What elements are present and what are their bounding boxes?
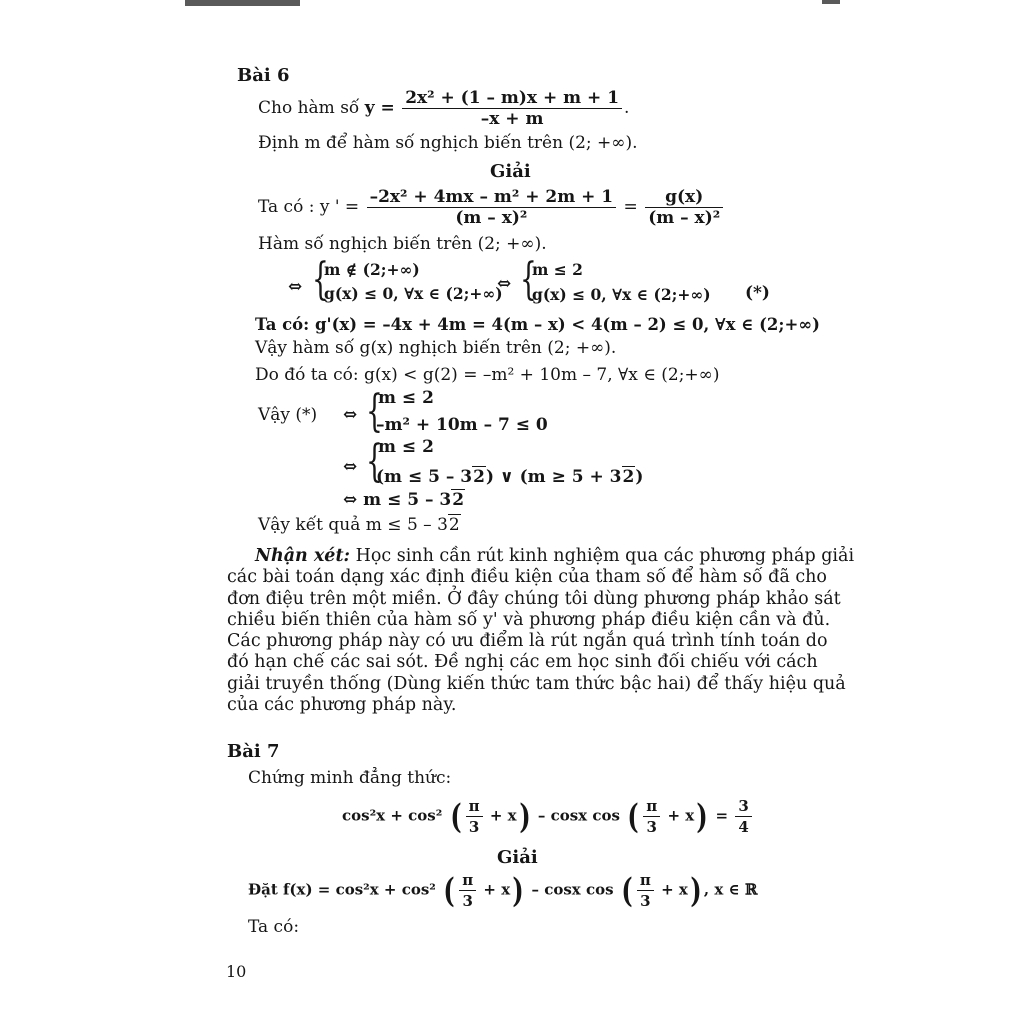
bai7-solution-title: Giải (497, 847, 538, 868)
system-3: { m ≤ 2 –m² + 10m – 7 ≤ 0 (366, 386, 548, 437)
function-fraction: $\frac{\text{2x² + (1 – m)x + m + 1}}{-x + m}$ (402, 88, 622, 129)
identity: cos²x + cos² ( $\frac{\pi}{3}$ + x) – cosx cos ( $\frac{\pi}{3}$ + x) = $\frac{3}{4}$ (342, 796, 754, 837)
scan-shadow-left (185, 0, 300, 6)
decreasing-statement: Hàm số nghịch biến trên (2; +∞). (258, 234, 547, 254)
ta-co: Ta có: (248, 917, 300, 937)
g-fraction: $\frac{g(x)}{\text{(m – x)²}}$ (645, 187, 723, 228)
gprime-line: Ta có: g'(x) = –4x + 4m = 4(m – x) < 4(m – 2) ≤ 0, ∀x ∈ (2;+∞) (255, 315, 820, 334)
equiv-symbol: ⇔ (288, 277, 303, 297)
bai6-task: Định m để hàm số nghịch biến trên (2; +∞). (258, 133, 638, 153)
bai6-title: Bài 6 (237, 65, 290, 86)
system-1: { m ∉ (2;+∞) g(x) ≤ 0, ∀x ∈ (2;+∞) (312, 254, 503, 305)
star-label: (*) (745, 283, 770, 303)
vay-star: Vậy (*) (258, 405, 318, 425)
g-decreasing: Vậy hàm số g(x) nghịch biến trên (2; +∞). (255, 338, 617, 358)
bai6-solution-title: Giải (490, 161, 531, 182)
derivative-line: Ta có : y ' = $\frac{\text{–2x² + 4mx – m² + 2m + 1}}{\text{(m – x)²}}$ = $\frac{g(x)}{\text{(m – x)²}}$ (258, 187, 725, 228)
remark-paragraph: Nhận xét: Học sinh cần rút kinh nghiệm qua các phương pháp giải các bài toán dạng xác định điều kiện của tham số để hàm số đã cho đơn điệu trên một miền. Ở đây chúng tôi dùng phương pháp khảo sát chiều biến thiên của hàm số y' và phương pháp điều kiện cần và đủ. Các phương pháp này có ưu điểm là rút ngắn quá trình tính toán do đó hạn chế các sai sót. Đề nghị các em học sinh đối chiếu với cách giải truyền thống (Dùng kiến thức tam thức bậc hai) để thấy hiệu quả của các phương pháp này. (227, 546, 855, 716)
system-4: { m ≤ 2 (m ≤ 5 – 32) ∨ (m ≥ 5 + 32) (366, 436, 644, 487)
bai7-task: Chứng minh đẳng thức: (248, 768, 452, 788)
equiv-symbol: ⇔ (343, 457, 358, 477)
dat-line: Đặt f(x) = cos²x + cos² ( $\frac{\pi}{3}$ + x) – cosx cos ( $\frac{\pi}{3}$ + x) , x ∈ ℝ (248, 870, 758, 911)
result-line: Vậy kết quả m ≤ 5 – 32 (258, 515, 460, 535)
g-bound: Do đó ta có: g(x) < g(2) = –m² + 10m – 7, ∀x ∈ (2;+∞) (255, 365, 720, 385)
remark-label: Nhận xét: (255, 546, 350, 566)
bai7-title: Bài 7 (227, 741, 280, 762)
equiv-symbol: ⇔ (343, 405, 358, 425)
system-2: { m ≤ 2 g(x) ≤ 0, ∀x ∈ (2;+∞) (520, 254, 711, 305)
scan-shadow-right (822, 0, 840, 4)
page-number: 10 (226, 962, 247, 981)
bai6-function: Cho hàm số y = $\frac{\text{2x² + (1 – m)x + m + 1}}{-x + m}$ . (258, 88, 630, 129)
derivative-fraction: $\frac{\text{–2x² + 4mx – m² + 2m + 1}}{\text{(m – x)²}}$ (367, 187, 617, 228)
equiv-symbol: ⇔ (497, 274, 512, 294)
final-equiv: ⇔ m ≤ 5 – 32 (343, 490, 465, 510)
